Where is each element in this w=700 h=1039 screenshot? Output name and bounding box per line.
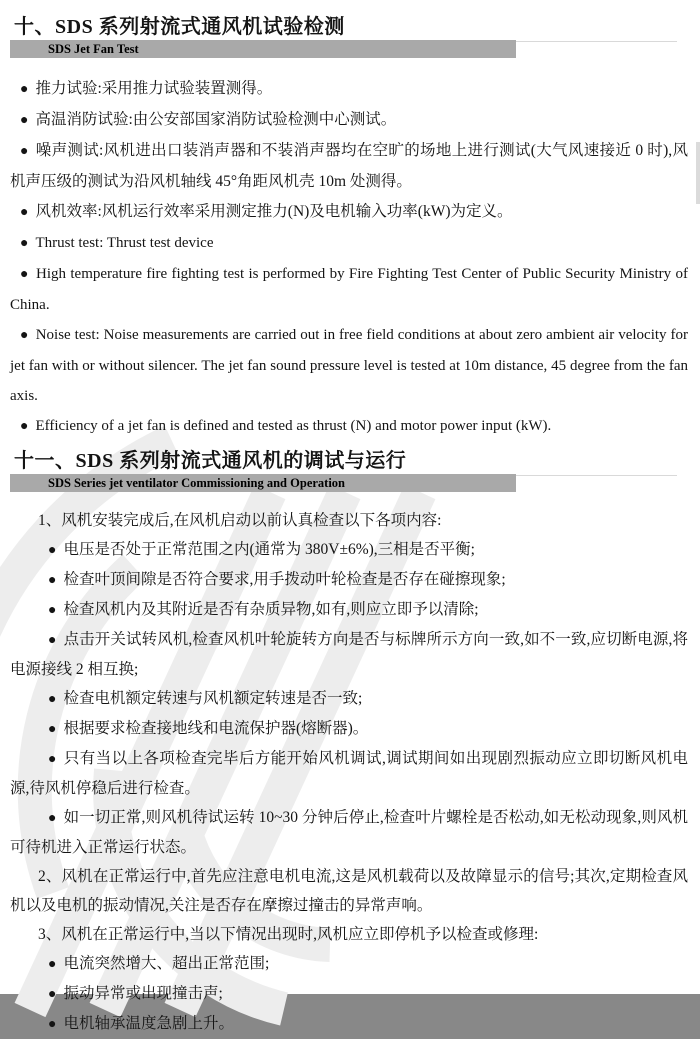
list-item: ● Noise test: Noise measurements are carried out in free field conditions at about zero ambient air velocity for jet fan with or without silencer. The jet fan sound pressure level is tested at 10m distance, 45 degree from the fan axis. xyxy=(10,327,688,404)
list-item: ● Thrust test: Thrust test device xyxy=(20,235,214,251)
bullet-icon: ● xyxy=(20,267,30,282)
section-title: 十、SDS 系列射流式通风机试验检测 xyxy=(14,16,345,38)
bullet-icon: ● xyxy=(48,1017,57,1032)
paragraph: 3、风机在正常运行中,当以下情况出现时,风机应立即停机予以检查或修理: xyxy=(38,926,539,943)
bullet-icon: ● xyxy=(48,692,57,707)
bullet-icon: ● xyxy=(20,113,29,128)
list-item: ● 电流突然增大、超出正常范围; xyxy=(48,955,270,972)
bullet-icon: ● xyxy=(20,205,29,220)
bullet-icon: ● xyxy=(20,419,29,434)
section-test xyxy=(10,14,688,442)
rule-line xyxy=(516,475,677,476)
bullet-icon: ● xyxy=(48,633,57,648)
list-item: ● 电压是否处于正常范围之内(通常为 380V±6%),三相是否平衡; xyxy=(48,541,475,558)
scan-edge-artifact xyxy=(696,142,700,204)
section-subtitle-bar: SDS Series jet ventilator Commissioning and Operation xyxy=(10,474,516,492)
list-item: ● 根据要求检查接地线和电流保护器(熔断器)。 xyxy=(48,720,369,737)
list-item: ● Efficiency of a jet fan is defined and tested as thrust (N) and motor power input (kW). xyxy=(20,418,552,434)
list-item: ● 检查风机内及其附近是否有杂质异物,如有,则应立即予以清除; xyxy=(48,601,479,618)
paragraph: 1、风机安装完成后,在风机启动以前认真检查以下各项内容: xyxy=(38,512,442,529)
list-item: ● 推力试验:采用推力试验装置测得。 xyxy=(20,80,273,97)
rule-line xyxy=(516,41,677,42)
bullet-icon: ● xyxy=(48,811,57,826)
bullet-icon: ● xyxy=(20,82,29,97)
bullet-icon: ● xyxy=(20,144,29,159)
section-commissioning xyxy=(10,448,688,1039)
bullet-icon: ● xyxy=(48,543,57,558)
list-item: ● 电机轴承温度急剧上升。 xyxy=(48,1015,234,1032)
bullet-icon: ● xyxy=(20,236,29,251)
list-item: ● 噪声测试:风机进出口装消声器和不装消声器均在空旷的场地上进行测试(大气风速接近 0 时),风机声压级的测试为沿风机轴线 45°角距风机壳 10m 处测得。 xyxy=(10,142,688,190)
section-subtitle-row xyxy=(10,474,677,492)
bullet-icon: ● xyxy=(48,987,57,1002)
list-item: ● High temperature fire fighting test is performed by Fire Fighting Test Center of Public Security Ministry of China. xyxy=(10,266,688,313)
section-subtitle-bar: SDS Jet Fan Test xyxy=(10,40,516,58)
bullet-icon: ● xyxy=(48,603,57,618)
list-item: ● 只有当以上各项检查完毕后方能开始风机调试,调试期间如出现剧烈振动应立即切断风机电源,待风机停稳后进行检查。 xyxy=(10,750,688,797)
list-item: ● 振动异常或出现撞击声; xyxy=(48,985,223,1002)
paragraph-list xyxy=(10,74,688,442)
bullet-icon: ● xyxy=(48,722,57,737)
bullet-icon: ● xyxy=(20,328,29,343)
section-title: 十一、SDS 系列射流式通风机的调试与运行 xyxy=(14,450,407,472)
list-item: ● 检查叶顶间隙是否符合要求,用手拨动叶轮检查是否存在碰擦现象; xyxy=(48,571,506,588)
bullet-icon: ● xyxy=(48,957,57,972)
section-subtitle-row xyxy=(10,40,677,58)
list-item: ● 风机效率:风机运行效率采用测定推力(N)及电机输入功率(kW)为定义。 xyxy=(20,203,513,220)
list-item: ● 点击开关试转风机,检查风机叶轮旋转方向是否与标牌所示方向一致,如不一致,应切断电源,将电源接线 2 相互换; xyxy=(10,631,688,678)
list-item: ● 检查电机额定转速与风机额定转速是否一致; xyxy=(48,690,363,707)
list-item: ● 如一切正常,则风机待试运转 10~30 分钟后停止,检查叶片螺栓是否松动,如无松动现象,则风机可待机进入正常运行状态。 xyxy=(10,809,688,856)
paragraph: 2、风机在正常运行中,首先应注意电机电流,这是风机载荷以及故障显示的信号;其次,定期检查风机以及电机的振动情况,关注是否存在摩擦过撞击的异常声响。 xyxy=(10,868,688,914)
bullet-icon: ● xyxy=(48,752,57,767)
list-item: ● 高温消防试验:由公安部国家消防试验检测中心测试。 xyxy=(20,111,397,128)
paragraph-list xyxy=(10,506,688,1039)
bullet-icon: ● xyxy=(48,573,57,588)
